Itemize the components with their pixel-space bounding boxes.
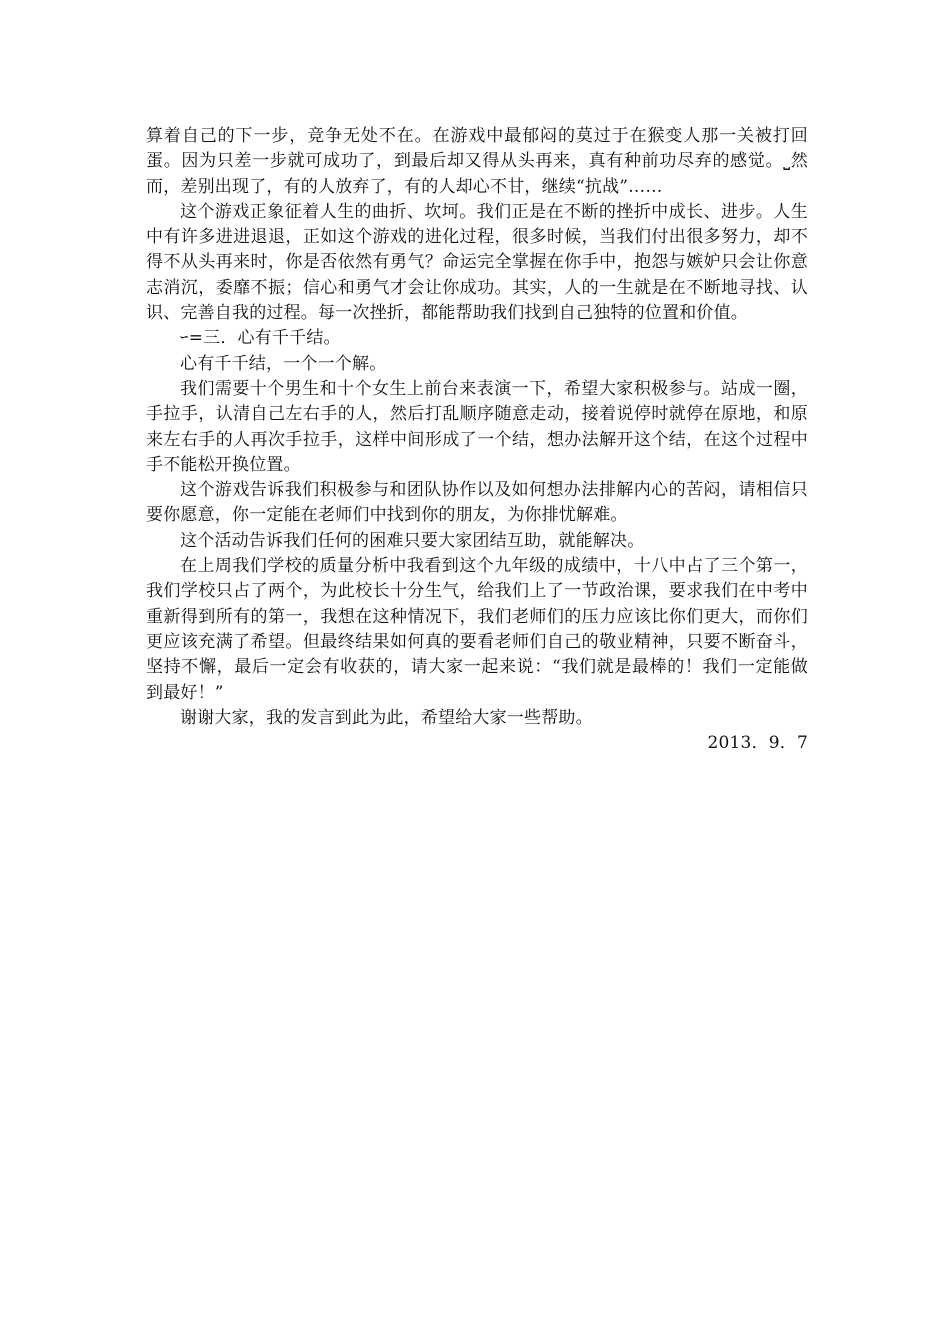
paragraph-7: 这个活动告诉我们任何的困难只要大家团结互助，就能解决。 [180,530,645,551]
section-heading-3: ｰ=三．心有千千结。 [180,328,341,349]
paragraph-6: 这个游戏告诉我们积极参与和团队协作以及如何想办法排解内心的苦闷，请相信只要你愿意，你一定能在老师们中找到你的朋友，为你排忧解难。 [146,480,808,526]
paragraph-2: 这个游戏正象征着人生的曲折、坎坷。我们正是在不断的挫折中成长、进步。人生中有许多进进退退，正如这个游戏的进化过程，很多时候，当我们付出很多努力，却不得不从头再来时，你是否依然有勇气？命运完全掌握在你手中，抱怨与嫉妒只会让你意志消沉，委靡不振；信心和勇气才会让你成功。其实，人的一生就是在不断地寻找、认识、完善自我的过程。每一次挫折，都能帮助我们找到自己独特的位置和价值。 [146,201,808,324]
paragraph-9: 谢谢大家，我的发言到此为此，希望给大家一些帮助。 [180,707,593,728]
paragraph-4: 心有千千结，一个一个解。 [180,353,387,374]
paragraph-1: 算着自己的下一步，竞争无处不在。在游戏中最郁闷的莫过于在猴变人那一关被打回蛋。因为只差一步就可成功了，到最后却又得从头再来，真有种前功尽弃的感觉。⎵然而，差别出现了，有的人放弃了，有的人却心不甘，继续“抗战”…… [146,126,808,197]
document-body [146,124,808,756]
paragraph-8: 在上周我们学校的质量分析中我看到这个九年级的成绩中，十八中占了三个第一，我们学校只占了两个，为此校长十分生气，给我们上了一节政治课，要求我们在中考中重新得到所有的第一，我想在这种情况下，我们老师们的压力应该比你们更大，而你们更应该充满了希望。但最终结果如何真的要看老师们自己的敬业精神，只要不断奋斗，坚持不懈，最后一定会有收获的，请大家一起来说：“我们就是最棒的！我们一定能做到最好！” [146,556,808,703]
document-date: 2013．9．7 [707,733,808,754]
paragraph-5: 我们需要十个男生和十个女生上前台来表演一下，希望大家积极参与。站成一圈，手拉手，认清自己左右手的人，然后打乱顺序随意走动，接着说停时就停在原地，和原来左右手的人再次手拉手，这样中间形成了一个结，想办法解开这个结，在这个过程中手不能松开换位置。 [146,378,808,475]
